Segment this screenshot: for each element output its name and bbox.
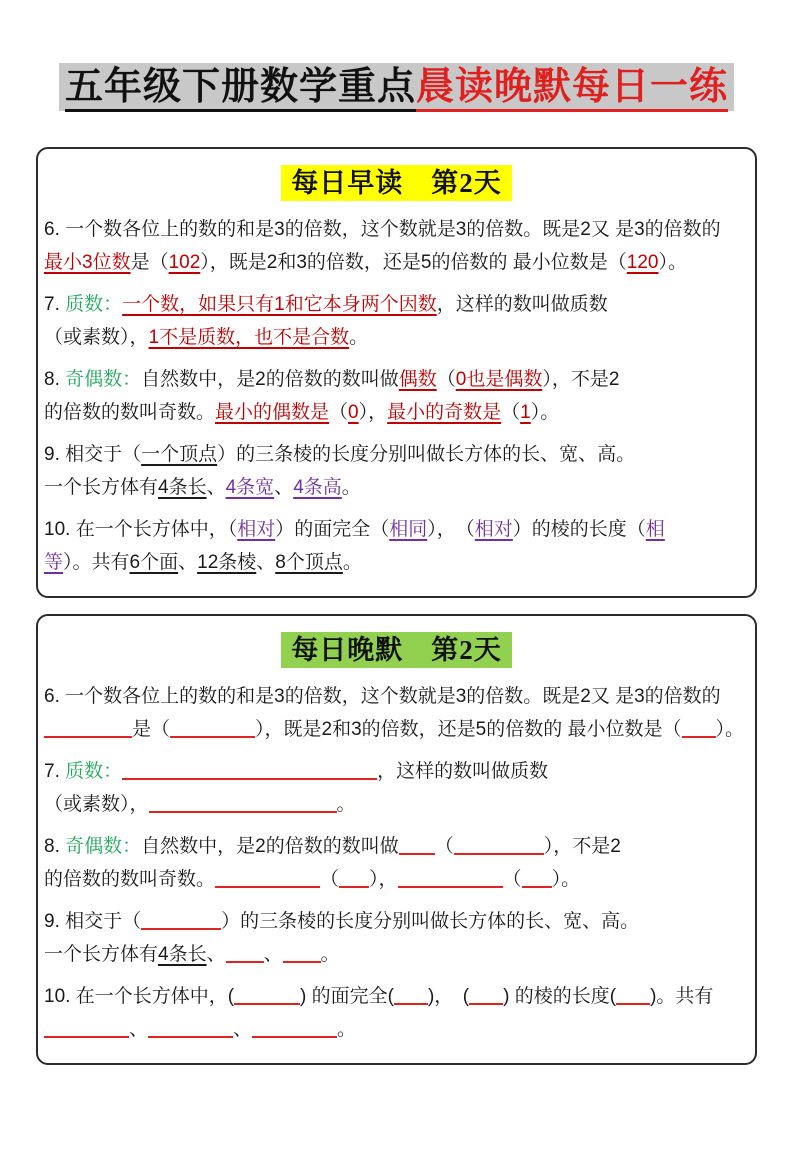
answer-blank [339, 872, 369, 888]
item-line [44, 438, 749, 471]
text-segment: 。 [342, 551, 362, 573]
text-segment: 相对 [237, 518, 276, 540]
text-segment: 8. [44, 835, 66, 857]
morning-header: 每日早读 第2天 [281, 165, 512, 201]
text-segment: 一个长方体有 [44, 476, 159, 498]
item-line [44, 396, 749, 429]
worksheet-item [44, 830, 749, 896]
text-segment: 6个面 [129, 551, 179, 573]
item-line [44, 938, 749, 971]
answer-blank [122, 764, 377, 780]
answer-blank [454, 839, 544, 855]
text-segment: 7. [44, 293, 66, 315]
item-line [44, 713, 749, 746]
text-segment: ）的三条棱的长度分别叫做长方体的长、宽、高。 [221, 910, 640, 932]
text-segment: 、 [256, 551, 276, 573]
item-line [44, 788, 749, 821]
text-segment: 一个顶点 [141, 443, 218, 465]
answer-blank [398, 872, 503, 888]
text-segment: 120 [626, 251, 659, 273]
text-segment: 最小的偶数是 [215, 401, 330, 423]
text-segment: 4条长 [158, 476, 207, 498]
title-bar [0, 38, 793, 137]
text-segment: ）。 [715, 718, 745, 740]
answer-blank [399, 839, 435, 855]
text-segment: )。共有 [650, 985, 714, 1007]
worksheet-item [44, 980, 749, 1046]
text-segment: 相 [645, 518, 665, 540]
text-segment: ) 的棱的长度( [503, 985, 617, 1007]
text-segment: 的倍数的数叫奇数。 [44, 868, 216, 890]
evening-header: 每日晚默 第2天 [281, 632, 512, 668]
text-segment: ）。 [530, 401, 560, 423]
evening-header-row [44, 632, 749, 668]
text-segment: 、 [206, 476, 226, 498]
text-segment: （ [434, 835, 454, 857]
text-segment: 。 [336, 793, 356, 815]
item-line [44, 213, 749, 246]
text-segment: ，这样的数叫做质数 [436, 293, 608, 315]
text-segment: 、 [233, 1018, 253, 1040]
answer-blank [215, 872, 320, 888]
text-segment: 、 [129, 1018, 149, 1040]
text-segment: ）， [369, 868, 398, 890]
item-line [44, 980, 749, 1013]
text-segment: ）的棱的长度（ [512, 518, 646, 540]
text-segment: 一个长方体有 [44, 943, 159, 965]
text-segment: 奇偶数： [65, 835, 142, 857]
text-segment: ）。 [658, 251, 687, 273]
text-segment: 9. 相交于（ [44, 443, 142, 465]
text-segment: 是（ [130, 251, 169, 273]
item-line [44, 863, 749, 896]
item-line [44, 905, 749, 938]
worksheet-item [44, 680, 749, 746]
text-segment: ）。 [551, 868, 581, 890]
item-line [44, 321, 749, 354]
text-segment: 、 [178, 551, 198, 573]
item-line [44, 471, 749, 504]
text-segment: 102 [168, 251, 201, 273]
text-segment: 等 [44, 551, 64, 573]
answer-blank [522, 872, 552, 888]
text-segment: 最小3位数 [44, 251, 131, 273]
worksheet-item [44, 288, 749, 354]
text-segment: ）的三条棱的长度分别叫做长方体的长、宽、高。 [217, 443, 636, 465]
text-segment: 、 [263, 943, 283, 965]
text-segment: 质数： [65, 760, 123, 782]
text-segment: 质数： [65, 293, 123, 315]
item-line [44, 288, 749, 321]
answer-blank [149, 797, 337, 813]
text-segment: 7. [44, 760, 66, 782]
text-segment: 4条宽 [225, 476, 275, 498]
text-segment: （ [320, 868, 340, 890]
text-segment: )， ( [427, 985, 470, 1007]
text-segment: 10. 在一个长方体中，（ [44, 518, 238, 540]
answer-blank [226, 947, 264, 963]
item-line [44, 363, 749, 396]
text-segment: （ [436, 368, 456, 390]
answer-blank [44, 722, 132, 738]
section-evening-dictation [36, 614, 757, 1065]
answer-blank [682, 722, 716, 738]
text-segment: ) 的面完全( [300, 985, 394, 1007]
answer-blank [170, 722, 255, 738]
answer-blank [616, 989, 650, 1005]
item-line [44, 546, 749, 579]
answer-blank [394, 989, 428, 1005]
text-segment: 12条棱 [197, 551, 257, 573]
text-segment: ）。共有 [63, 551, 130, 573]
item-line [44, 513, 749, 546]
text-segment: 0也是偶数 [455, 368, 543, 390]
text-segment: （或素数）， [44, 326, 149, 348]
text-segment: （ [502, 868, 522, 890]
answer-blank [141, 914, 221, 930]
section-morning-reading [36, 147, 757, 598]
worksheet-item [44, 905, 749, 971]
text-segment: 4条高 [293, 476, 342, 498]
text-segment: 、 [274, 476, 294, 498]
text-segment: 。 [337, 1018, 357, 1040]
text-segment: （ [329, 401, 349, 423]
text-segment: 自然数中，是2的倍数的数叫做 [141, 835, 399, 857]
text-segment: ），既是2和3的倍数，还是5的倍数的 最小位数是（ [255, 718, 682, 740]
text-segment: 1 [520, 401, 531, 423]
text-segment: 9. 相交于（ [44, 910, 142, 932]
worksheet-item [44, 213, 749, 279]
text-segment: 偶数 [398, 368, 437, 390]
text-segment: ）的面完全（ [275, 518, 390, 540]
worksheet-item [44, 755, 749, 821]
text-segment: 6. 一个数各位上的数的和是3的倍数，这个数就是3的倍数。既是2又 是3的倍数的 [44, 218, 721, 240]
answer-blank [234, 989, 300, 1005]
morning-content [44, 213, 749, 579]
text-segment: 、 [206, 943, 226, 965]
item-line [44, 680, 749, 713]
text-segment: 一个数，如果只有1和它本身两个因数 [122, 293, 437, 315]
item-line [44, 246, 749, 279]
text-segment: 10. 在一个长方体中，( [44, 985, 235, 1007]
text-segment: 6. 一个数各位上的数的和是3的倍数，这个数就是3的倍数。既是2又 是3的倍数的 [44, 685, 721, 707]
main-title [59, 63, 734, 111]
item-line [44, 830, 749, 863]
text-segment: 8个顶点 [275, 551, 343, 573]
item-line [44, 755, 749, 788]
text-segment: 0 [348, 401, 359, 423]
text-segment: 8. [44, 368, 66, 390]
text-segment: 。 [320, 943, 340, 965]
text-segment: 是（ [132, 718, 171, 740]
answer-blank [252, 1022, 337, 1038]
item-line [44, 1013, 749, 1046]
title-black-part: 五年级下册数学重点 [65, 66, 416, 112]
text-segment: 最小的奇数是 [387, 401, 502, 423]
text-segment: 相同 [389, 518, 428, 540]
answer-blank [148, 1022, 233, 1038]
worksheet-item [44, 438, 749, 504]
text-segment: （ [501, 401, 521, 423]
text-segment: 4条长 [158, 943, 207, 965]
evening-content [44, 680, 749, 1046]
worksheet-item [44, 363, 749, 429]
answer-blank [44, 1022, 129, 1038]
text-segment: 相对 [474, 518, 513, 540]
text-segment: ），既是2和3的倍数，还是5的倍数的 最小位数是（ [200, 251, 627, 273]
answer-blank [469, 989, 503, 1005]
text-segment: 自然数中，是2的倍数的数叫做 [141, 368, 399, 390]
text-segment: ）， [358, 401, 388, 423]
text-segment: 的倍数的数叫奇数。 [44, 401, 216, 423]
morning-header-row [44, 165, 749, 201]
text-segment: ），不是2 [542, 368, 620, 390]
answer-blank [283, 947, 321, 963]
text-segment: （或素数）， [44, 793, 149, 815]
text-segment: 1不是质数，也不是合数 [148, 326, 350, 348]
text-segment: 。 [349, 326, 369, 348]
text-segment: ），不是2 [543, 835, 621, 857]
title-red-part: 晨读晚默每日一练 [416, 66, 728, 112]
text-segment: 奇偶数： [65, 368, 142, 390]
page [0, 38, 793, 1160]
text-segment: ）， （ [427, 518, 475, 540]
text-segment: 。 [341, 476, 361, 498]
text-segment: ，这样的数叫做质数 [377, 760, 549, 782]
worksheet-item [44, 513, 749, 579]
